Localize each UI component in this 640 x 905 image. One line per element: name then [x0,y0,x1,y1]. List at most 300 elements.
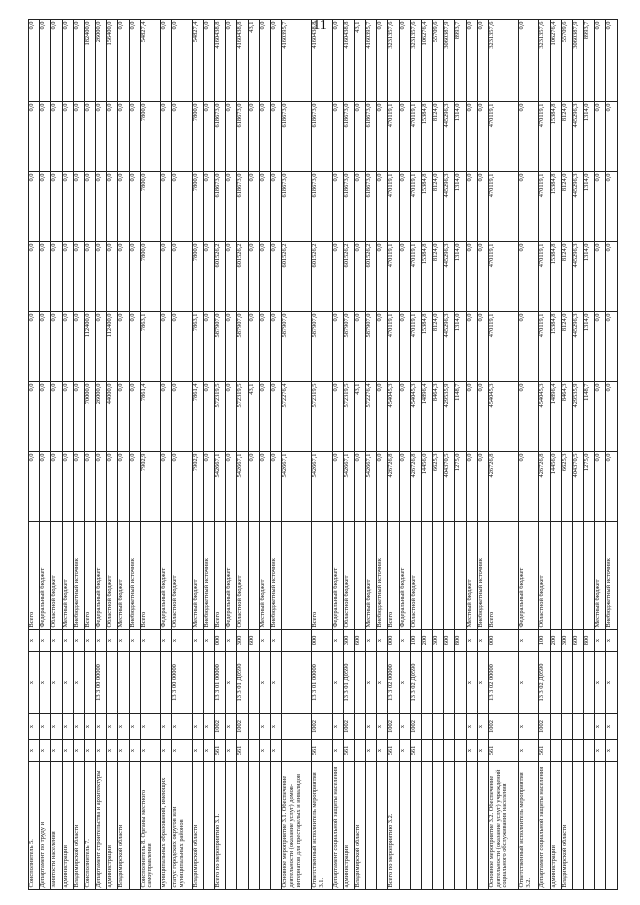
code-cell [140,652,160,714]
amount-cell: 572319,5 [343,382,354,452]
amount-cell: 0,0 [51,312,62,382]
amount-cell: 1148,7 [584,382,595,452]
source-cell: Всего [489,522,519,630]
amount-cell: 8464,3 [433,382,444,452]
code-cell: x [40,630,51,652]
amount-cell: 618673,0 [215,102,226,172]
code-cell: x [271,714,282,740]
code-cell: 561 [237,740,248,762]
row-label-cell: Владимирской области [73,762,84,890]
amount-cell: 43,1 [248,20,259,102]
code-cell: 561 [343,740,354,762]
source-cell: Всего [312,522,332,630]
amount-cell: 426726,8 [489,452,519,522]
table-row [51,20,62,890]
amount-cell: 445296,3 [572,172,583,242]
code-cell: x [518,652,538,714]
code-cell [282,740,312,762]
code-cell: x [73,714,84,740]
source-cell: Федеральный бюджет [161,522,172,630]
amount-cell: 0,0 [40,312,51,382]
table-row [606,20,618,890]
amount-cell: 182400,0 [84,20,95,102]
source-cell [433,522,444,630]
amount-cell: 0,0 [203,20,214,102]
table-row [248,20,259,890]
amount-cell: 0,0 [399,242,410,312]
amount-cell: 0,0 [172,20,192,102]
code-cell [550,740,561,762]
amount-cell: 0,0 [96,452,107,522]
amount-cell: 7800,0 [192,242,203,312]
amount-cell: 43,1 [248,382,259,452]
amount-cell: 0,0 [259,382,270,452]
code-cell: x [203,714,214,740]
amount-cell: 3231357,6 [489,20,519,102]
amount-cell: 55709,6 [561,20,572,102]
amount-cell: 0,0 [73,312,84,382]
amount-cell: 445296,3 [444,312,455,382]
row-label-cell [226,762,237,890]
amount-cell: 426726,8 [539,452,550,522]
table-row [84,20,95,890]
amount-cell: 0,0 [271,242,282,312]
code-cell: 1002 [539,714,550,740]
amount-cell: 0,0 [466,102,477,172]
amount-cell: 601526,2 [366,242,377,312]
code-cell: 13 3 01 00000 [215,652,226,714]
amount-cell: 618673,0 [237,172,248,242]
code-cell: x [466,630,477,652]
row-label-cell: Ответственный исполнитель мероприятия 3.1. [312,762,332,890]
amount-cell: 0,0 [203,172,214,242]
amount-cell: 0,0 [172,172,192,242]
amount-cell: 15384,8 [421,242,432,312]
amount-cell: 0,0 [518,242,538,312]
source-cell [282,522,312,630]
table-row [388,20,399,890]
amount-cell: 0,0 [226,382,237,452]
amount-cell: 404370,5 [444,452,455,522]
code-cell: x [107,714,118,740]
code-cell: 600 [444,630,455,652]
amount-cell: 470119,1 [388,102,399,172]
code-cell: x [96,630,107,652]
amount-cell: 3060387,9 [572,20,583,102]
amount-cell: 587907,0 [215,312,226,382]
code-cell: x [595,652,606,714]
row-label-cell [421,762,432,890]
code-cell: x [96,714,107,740]
code-cell: 13 3 00 00000 [96,652,107,714]
table-row [259,20,270,890]
code-cell: x [51,630,62,652]
code-cell [282,652,312,714]
amount-cell: 15384,8 [421,312,432,382]
amount-cell: 0,0 [518,312,538,382]
amount-cell: 26000,0 [96,382,107,452]
table-row [312,20,332,890]
code-cell: x [40,714,51,740]
table-row [477,20,488,890]
row-label-cell [203,762,214,890]
amount-cell: 0,0 [84,102,95,172]
code-cell: x [271,630,282,652]
amount-cell: 8124,0 [433,102,444,172]
amount-cell: 15384,8 [421,102,432,172]
amount-cell: 0,0 [399,312,410,382]
table-row [366,20,377,890]
code-cell: x [226,740,237,762]
row-label-cell [444,762,455,890]
code-cell [455,714,466,740]
amount-cell: 0,0 [118,172,129,242]
amount-cell: 601526,2 [282,242,312,312]
code-cell: x [192,630,203,652]
amount-cell: 0,0 [203,452,214,522]
amount-cell: 7863,1 [192,312,203,382]
amount-cell: 0,0 [129,382,140,452]
amount-cell: 15384,8 [550,172,561,242]
page-number: 11 [313,18,327,33]
amount-cell: 8124,0 [561,242,572,312]
amount-cell: 0,0 [332,242,343,312]
code-cell: x [259,714,270,740]
amount-cell: 0,0 [226,242,237,312]
amount-cell: 0,0 [96,312,107,382]
amount-cell: 3231357,6 [388,20,399,102]
row-label-cell: Соисполнитель 5. [29,762,40,890]
amount-cell: 0,0 [129,20,140,102]
amount-cell: 618673,0 [343,102,354,172]
table-row [421,20,432,890]
code-cell: x [606,740,618,762]
amount-cell: 0,0 [332,172,343,242]
source-cell: Внебюджетный источник [203,522,214,630]
amount-cell: 0,0 [332,20,343,102]
amount-cell: 0,0 [73,172,84,242]
amount-cell: 587907,0 [366,312,377,382]
amount-cell: 0,0 [118,452,129,522]
amount-cell: 0,0 [377,452,388,522]
amount-cell: 0,0 [248,102,259,172]
source-cell: Внебюджетный источник [73,522,84,630]
code-cell: x [192,740,203,762]
code-cell: x [62,740,73,762]
code-cell [444,740,455,762]
code-cell: x [161,740,172,762]
source-cell [444,522,455,630]
amount-cell: 7800,0 [192,102,203,172]
row-label-cell: Основное мероприятие 3.1. Обеспечение деятельности (оказание услуг) домов-интернатов для престарелых и инвалидов [282,762,312,890]
code-cell: x [399,630,410,652]
table-row [161,20,172,890]
code-cell: 561 [388,740,399,762]
amount-cell: 0,0 [73,20,84,102]
code-cell: x [595,630,606,652]
row-label-cell [129,762,140,890]
code-cell [192,652,203,714]
table-row [354,20,365,890]
amount-cell: 0,0 [259,20,270,102]
amount-cell: 601526,2 [312,242,332,312]
amount-cell: 0,0 [40,242,51,312]
amount-cell: 0,0 [248,312,259,382]
source-cell: Местный бюджет [366,522,377,630]
table-row [539,20,550,890]
amount-cell: 542667,1 [343,452,354,522]
code-cell: 561 [312,740,332,762]
code-cell [248,740,259,762]
amount-cell: 0,0 [172,312,192,382]
code-cell: x [377,630,388,652]
code-cell: x [29,714,40,740]
source-cell: Федеральный бюджет [226,522,237,630]
amount-cell: 6625,3 [433,452,444,522]
code-cell: x [172,714,192,740]
code-cell: x [518,740,538,762]
code-cell: x [606,652,618,714]
source-cell: Местный бюджет [192,522,203,630]
amount-cell: 445296,3 [444,242,455,312]
amount-cell: 470119,1 [410,242,421,312]
source-cell: Всего [388,522,399,630]
code-cell [354,740,365,762]
amount-cell: 0,0 [271,312,282,382]
amount-cell: 0,0 [51,172,62,242]
amount-cell: 0,0 [399,382,410,452]
amount-cell: 0,0 [248,452,259,522]
table-row [489,20,519,890]
amount-cell: 8124,0 [433,312,444,382]
amount-cell: 15384,8 [550,312,561,382]
amount-cell: 445296,3 [444,172,455,242]
code-cell: x [518,630,538,652]
code-cell: x [606,714,618,740]
source-cell [572,522,583,630]
code-cell [550,652,561,714]
code-cell [248,652,259,714]
amount-cell: 0,0 [477,172,488,242]
amount-cell: 0,0 [606,382,618,452]
amount-cell: 8993,7 [455,20,466,102]
code-cell: x [96,740,107,762]
code-cell [118,652,129,714]
amount-cell: 470119,1 [410,102,421,172]
source-cell: Внебюджетный источник [606,522,618,630]
amount-cell: 0,0 [477,20,488,102]
source-cell [561,522,572,630]
amount-cell: 7902,9 [192,452,203,522]
code-cell: 13 3 00 00000 [172,652,192,714]
amount-cell: 0,0 [73,452,84,522]
code-cell: x [377,652,388,714]
code-cell [572,714,583,740]
amount-cell: 0,0 [354,242,365,312]
source-cell: Федеральный бюджет [332,522,343,630]
amount-cell: 0,0 [248,242,259,312]
code-cell: 13 3 01 Д0590 [343,652,354,714]
row-label-cell: Владимирской области [561,762,572,890]
code-cell: 561 [215,740,226,762]
amount-cell: 0,0 [271,172,282,242]
amount-cell: 1148,7 [455,382,466,452]
amount-cell: 0,0 [51,20,62,102]
table-row [572,20,583,890]
code-cell: 13 3 01 00000 [312,652,332,714]
amount-cell: 0,0 [62,172,73,242]
code-cell: 1002 [410,714,421,740]
row-label-cell [248,762,259,890]
amount-cell: 0,0 [29,242,40,312]
table-row [561,20,572,890]
code-cell: x [40,740,51,762]
source-cell: Внебюджетный источник [377,522,388,630]
table-row [203,20,214,890]
amount-cell: 618673,0 [282,102,312,172]
amount-cell: 601526,2 [343,242,354,312]
amount-cell: 542667,1 [237,452,248,522]
code-cell: x [366,740,377,762]
table-row [282,20,312,890]
source-cell: Местный бюджет [595,522,606,630]
code-cell: x [203,630,214,652]
code-cell: 300 [561,630,572,652]
amount-cell: 55709,6 [433,20,444,102]
amount-cell: 0,0 [477,102,488,172]
code-cell: x [271,652,282,714]
amount-cell: 0,0 [518,102,538,172]
amount-cell: 44000,0 [107,382,118,452]
amount-cell: 470119,1 [489,172,519,242]
amount-cell: 0,0 [29,172,40,242]
amount-cell: 0,0 [399,20,410,102]
row-label-cell [595,762,606,890]
table-row [595,20,606,890]
amount-cell: 0,0 [399,172,410,242]
code-cell: x [84,714,95,740]
amount-cell: 106276,4 [550,20,561,102]
amount-cell: 1314,0 [584,102,595,172]
amount-cell: 0,0 [62,102,73,172]
code-cell: 561 [489,740,519,762]
amount-cell: 0,0 [29,102,40,172]
amount-cell: 618673,0 [312,102,332,172]
amount-cell: 0,0 [466,312,477,382]
source-cell: Местный бюджет [118,522,129,630]
amount-cell: 0,0 [161,102,172,172]
code-cell: x [477,652,488,714]
code-cell: x [399,714,410,740]
amount-cell: 470119,1 [388,312,399,382]
amount-cell: 426726,8 [388,452,399,522]
amount-cell: 572319,5 [215,382,226,452]
code-cell: 1002 [237,714,248,740]
amount-cell: 0,0 [203,102,214,172]
source-cell: Областной бюджет [107,522,118,630]
amount-cell: 0,0 [377,242,388,312]
code-cell: x [73,652,84,714]
amount-cell: 445296,3 [444,102,455,172]
code-cell: x [366,630,377,652]
table-row [29,20,40,890]
amount-cell: 0,0 [477,382,488,452]
amount-cell: 8993,7 [584,20,595,102]
amount-cell: 454045,3 [539,382,550,452]
table-row [107,20,118,890]
code-cell [129,652,140,714]
row-label-cell: Департамент социальной защиты населения [332,762,343,890]
amount-cell: 0,0 [399,452,410,522]
code-cell: 100 [410,630,421,652]
amount-cell: 0,0 [118,102,129,172]
table-row [237,20,248,890]
amount-cell: 1314,0 [584,242,595,312]
amount-cell: 0,0 [29,452,40,522]
amount-cell: 0,0 [84,242,95,312]
source-cell: Федеральный бюджет [399,522,410,630]
amount-cell: 0,0 [259,312,270,382]
table-row [410,20,421,890]
amount-cell: 1275,0 [584,452,595,522]
amount-cell: 0,0 [84,172,95,242]
code-cell: x [606,630,618,652]
amount-cell: 4160438,8 [343,20,354,102]
code-cell: x [118,714,129,740]
row-label-cell: Всего по мероприятию 3.1. [215,762,226,890]
code-cell [161,652,172,714]
amount-cell: 0,0 [466,242,477,312]
amount-cell: 43,1 [354,20,365,102]
code-cell [354,652,365,714]
amount-cell: 1314,0 [455,242,466,312]
code-cell: 600 [354,630,365,652]
table-row [192,20,203,890]
amount-cell: 618673,0 [312,172,332,242]
code-cell: 800 [584,630,595,652]
amount-cell: 445296,3 [572,102,583,172]
amount-cell: 7861,4 [140,382,160,452]
code-cell [444,652,455,714]
amount-cell: 0,0 [73,102,84,172]
amount-cell: 0,0 [595,452,606,522]
code-cell [572,740,583,762]
code-cell [421,652,432,714]
amount-cell: 3060387,9 [444,20,455,102]
code-cell: 000 [489,630,519,652]
amount-cell: 0,0 [354,102,365,172]
source-cell: Областной бюджет [410,522,421,630]
amount-cell: 572319,5 [237,382,248,452]
table-row [584,20,595,890]
amount-cell: 0,0 [226,172,237,242]
amount-cell: 0,0 [606,242,618,312]
amount-cell: 0,0 [129,172,140,242]
amount-cell: 0,0 [354,312,365,382]
source-cell: Федеральный бюджет [40,522,51,630]
code-cell: x [477,714,488,740]
row-label-cell [572,762,583,890]
amount-cell: 7861,4 [192,382,203,452]
amount-cell: 0,0 [62,242,73,312]
amount-cell: 572319,5 [312,382,332,452]
code-cell: x [40,652,51,714]
source-cell: Областной бюджет [237,522,248,630]
code-cell: 800 [455,630,466,652]
amount-cell: 445296,3 [572,312,583,382]
amount-cell: 112400,0 [84,312,95,382]
amount-cell: 0,0 [518,452,538,522]
